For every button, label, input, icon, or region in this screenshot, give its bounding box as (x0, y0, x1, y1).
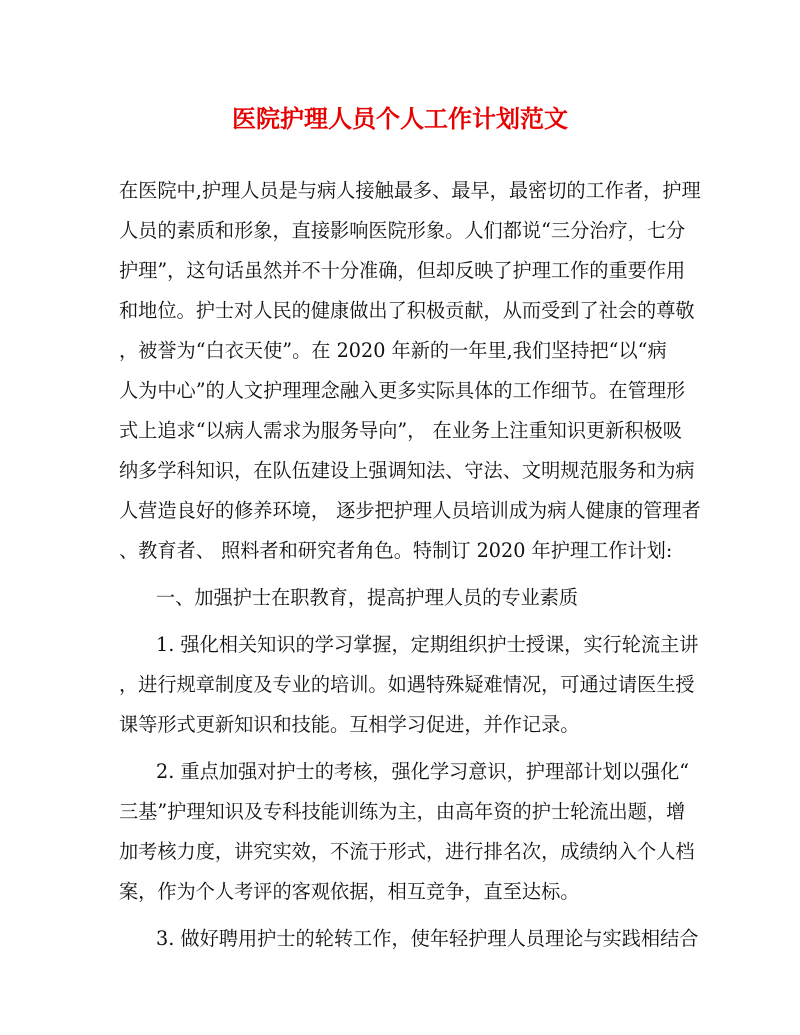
list-item-line: 3. 做好聘用护士的轮转工作，使年轻护理人员理论与实践相结合 (156, 927, 699, 950)
paragraph-line: 在医院中,护理人员是与病人接触最多、最早，最密切的工作者，护理 (119, 179, 701, 202)
paragraph-line: 、教育者、 照料者和研究者角色。特制订 2020 年护理工作计划: (119, 539, 673, 562)
paragraph-line: 人员的素质和形象，直接影响医院形象。人们都说“三分治疗，七分 (119, 219, 686, 242)
paragraph-line: 式上追求“以病人需求为服务导向”， 在业务上注重知识更新积极吸 (119, 419, 682, 442)
paragraph-line: 和地位。护士对人民的健康做出了积极贡献，从而受到了社会的尊敬 (119, 299, 695, 322)
paragraph-line: ，被誉为“白衣天使”。在 2020 年新的一年里,我们坚持把“以“病 (119, 339, 667, 362)
list-item-line: ，进行规章制度及专业的培训。如遇特殊疑难情况，可通过请医生授 (119, 673, 695, 696)
list-item-line: 三基”护理知识及专科技能训练为主，由高年资的护士轮流出题，增 (119, 800, 686, 823)
list-item-line: 案，作为个人考评的客观依据，相互竞争，直至达标。 (119, 880, 580, 903)
paragraph-line: 人营造良好的修养环境， 逐步把护理人员培训成为病人健康的管理者 (119, 499, 701, 522)
list-item-line: 课等形式更新知识和技能。互相学习促进，并作记录。 (119, 713, 580, 736)
list-item-line: 加考核力度，讲究实效，不流于形式，进行排名次，成绩纳入个人档 (119, 840, 695, 863)
paragraph-line: 纳多学科知识，在队伍建设上强调知法、守法、文明规范服务和为病 (119, 459, 695, 482)
list-item-line: 1. 强化相关知识的学习掌握，定期组织护士授课，实行轮流主讲 (156, 633, 699, 656)
paragraph-line: 人为中心”的人文护理理念融入更多实际具体的工作细节。在管理形 (119, 379, 686, 402)
paragraph-line: 护理”，这句话虽然并不十分准确，但却反映了护理工作的重要作用 (119, 259, 686, 282)
section-heading: 一、加强护士在职教育，提高护理人员的专业素质 (156, 586, 579, 609)
document-title: 医院护理人员个人工作计划范文 (232, 104, 568, 133)
list-item-line: 2. 重点加强对护士的考核，强化学习意识，护理部计划以强化“ (156, 760, 690, 783)
